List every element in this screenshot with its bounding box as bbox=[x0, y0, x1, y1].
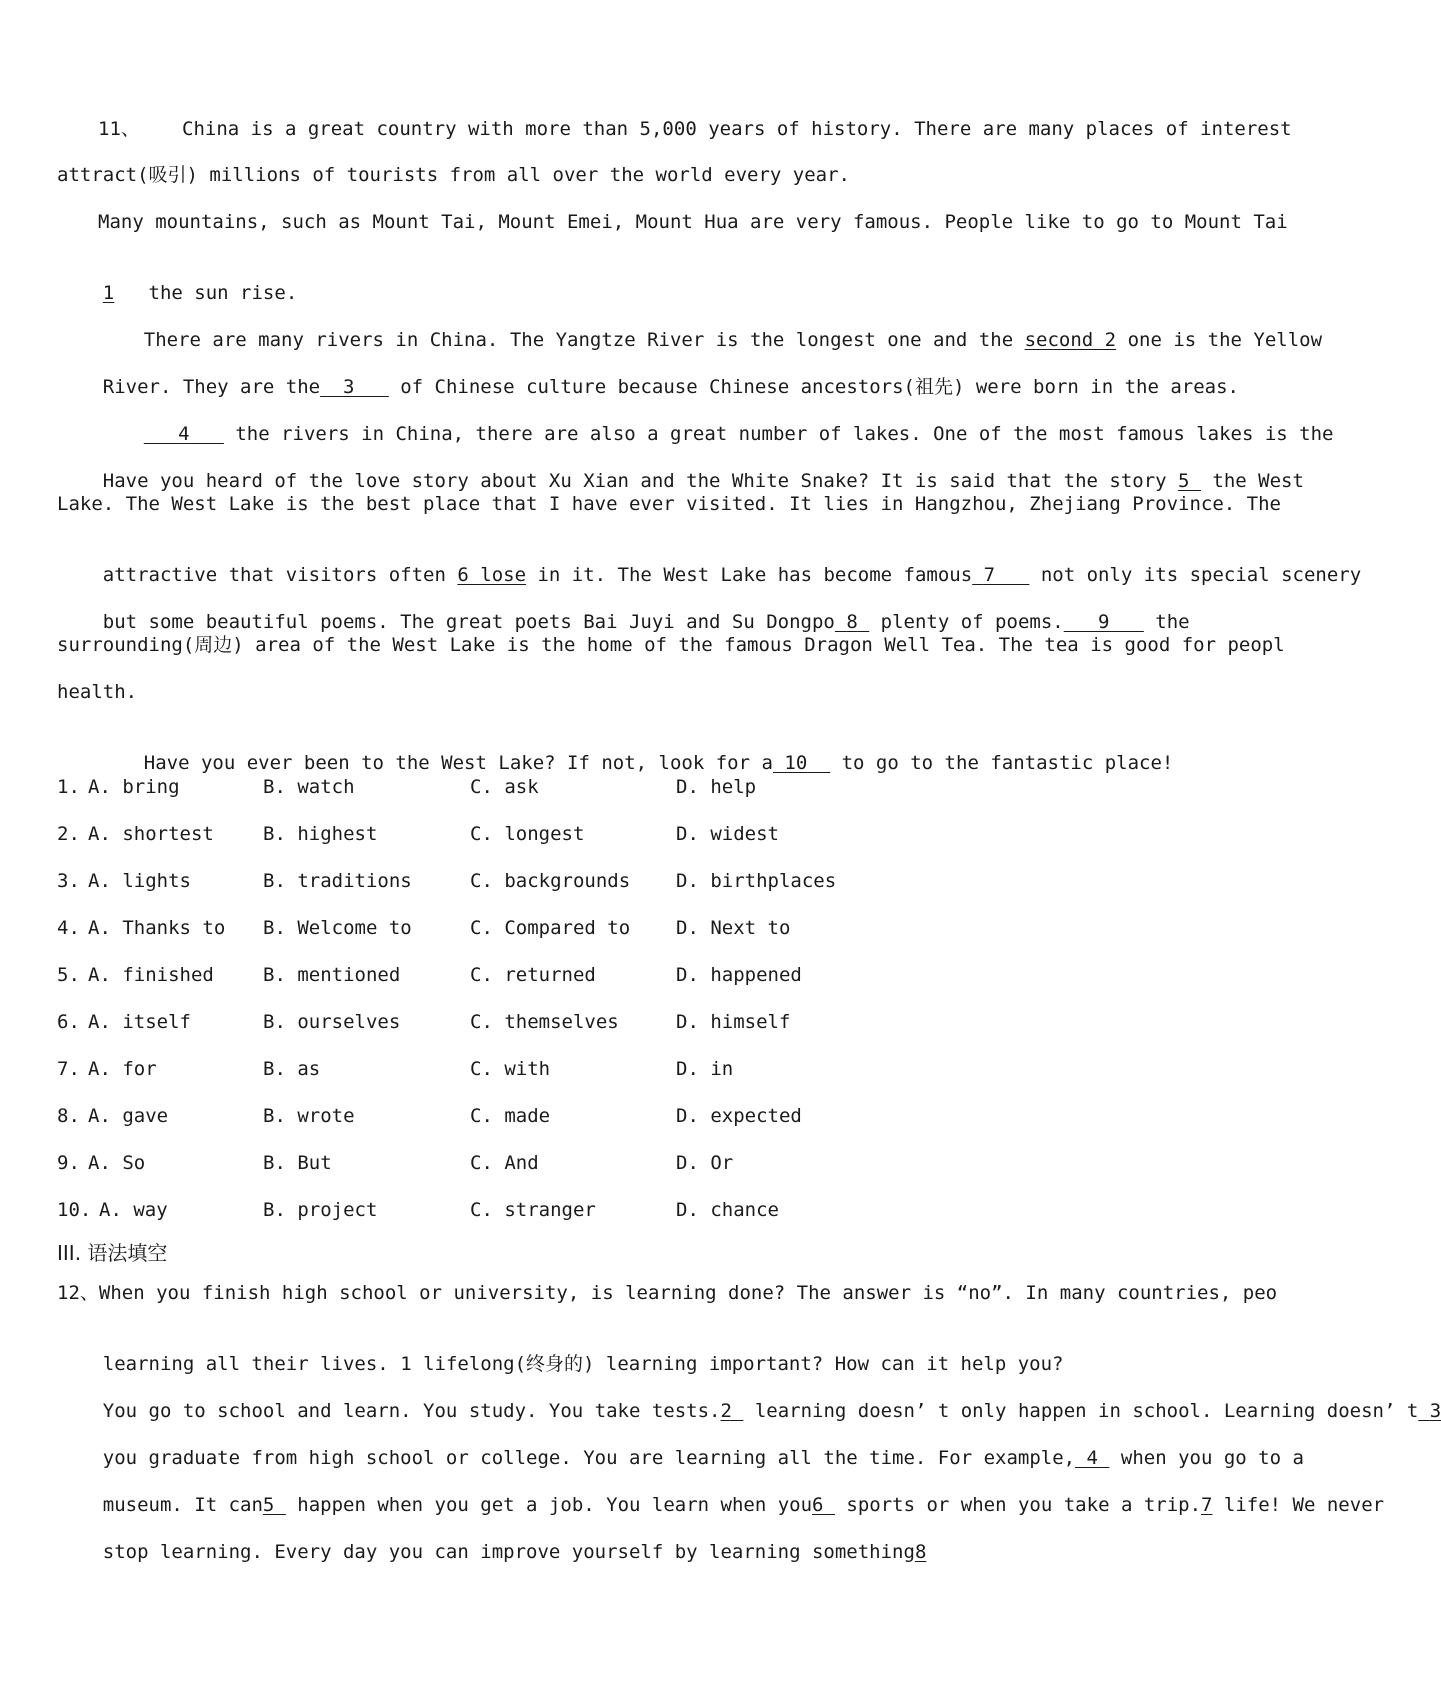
blank-7[interactable]: 7 bbox=[983, 564, 996, 586]
blank-c7[interactable]: 7 bbox=[1201, 1494, 1213, 1516]
blank-1[interactable]: 1 bbox=[102, 282, 115, 304]
passage-line bbox=[57, 1516, 926, 1588]
blank-9[interactable]: 9 bbox=[1098, 611, 1110, 633]
passage-text: the sun rise. bbox=[148, 282, 298, 304]
option-b[interactable]: B. But bbox=[263, 1152, 332, 1174]
section-heading: III. 语法填空 bbox=[57, 1241, 168, 1265]
blank-6[interactable]: 6 lose bbox=[457, 564, 527, 586]
passage-text: 1 lifelong(终身的) learning important? How can it help you? bbox=[400, 1353, 1064, 1375]
option-b[interactable]: B. Welcome to bbox=[263, 917, 412, 939]
question-number: 7. bbox=[57, 1058, 80, 1080]
option-a[interactable]: A. finished bbox=[88, 964, 214, 986]
passage-text: attractive that visitors often bbox=[102, 564, 446, 586]
passage-text: you graduate from high school or college. You are learning all the time. For example, bbox=[102, 1447, 1076, 1469]
option-a[interactable]: A. way bbox=[99, 1199, 168, 1221]
option-d[interactable]: D. Or bbox=[676, 1152, 734, 1174]
passage-text: plenty of poems. bbox=[880, 611, 1064, 633]
passage-line: surrounding(周边) area of the West Lake is the home of the famous Dragon Well Tea. The tea is good for peopl bbox=[57, 634, 1285, 656]
option-b[interactable]: B. traditions bbox=[263, 870, 412, 892]
passage-text: life! We never bbox=[1223, 1494, 1385, 1516]
passage-text: stop learning. Every day you can improve yourself by learning something bbox=[102, 1541, 915, 1563]
option-a[interactable]: A. itself bbox=[88, 1011, 191, 1033]
option-b[interactable]: B. as bbox=[263, 1058, 321, 1080]
passage-text: not only its special scenery bbox=[1040, 564, 1362, 586]
blank-2[interactable]: second 2 bbox=[1024, 329, 1117, 351]
passage-text: museum. It can bbox=[102, 1494, 263, 1516]
option-a[interactable]: A. shortest bbox=[88, 823, 214, 845]
passage-text: when you go to a bbox=[1120, 1447, 1304, 1469]
option-d[interactable]: D. Next to bbox=[676, 917, 791, 939]
blank-c2[interactable]: 2 bbox=[720, 1400, 732, 1422]
question-number: 3. bbox=[57, 870, 80, 892]
option-b[interactable]: B. mentioned bbox=[263, 964, 401, 986]
passage-line: health. bbox=[57, 681, 138, 703]
passage-text: learning all their lives. bbox=[102, 1353, 389, 1375]
blank-10[interactable]: 10 bbox=[784, 752, 808, 774]
passage-text: You go to school and learn. You study. You take tests. bbox=[102, 1400, 721, 1422]
question-number: 4. bbox=[57, 917, 80, 939]
passage-text: but some beautiful poems. The great poets Bai Juyi and Su Dongpo bbox=[102, 611, 835, 633]
passage-text: one is the Yellow bbox=[1127, 329, 1323, 351]
blank-3[interactable]: 3 bbox=[343, 376, 355, 398]
passage-line bbox=[98, 727, 1173, 799]
blank-c5[interactable]: 5 bbox=[262, 1494, 275, 1516]
passage-text: sports or when you take a trip. bbox=[846, 1494, 1202, 1516]
option-a[interactable]: A. Thanks to bbox=[88, 917, 226, 939]
option-c[interactable]: C. And bbox=[470, 1152, 539, 1174]
option-c[interactable]: C. made bbox=[470, 1105, 551, 1127]
option-a[interactable]: A. bring bbox=[88, 776, 180, 798]
question-number: 1. bbox=[57, 776, 80, 798]
passage-line: China is a great country with more than 5,000 years of history. There are many places of interest bbox=[182, 118, 1292, 140]
option-d[interactable]: D. expected bbox=[676, 1105, 802, 1127]
blank-8[interactable]: 8 bbox=[846, 611, 858, 633]
option-d[interactable]: D. widest bbox=[676, 823, 779, 845]
option-d[interactable]: D. happened bbox=[676, 964, 802, 986]
option-d[interactable]: D. help bbox=[676, 776, 757, 798]
passage-line: Lake. The West Lake is the best place that I have ever visited. It lies in Hangzhou, Zhejiang Province. The bbox=[57, 493, 1281, 515]
option-c[interactable]: C. ask bbox=[470, 776, 539, 798]
passage-text: River. They are the bbox=[102, 376, 321, 398]
passage-text: There are many rivers in China. The Yangtze River is the longest one and the bbox=[143, 329, 1014, 351]
blank-c4[interactable]: 4 bbox=[1086, 1447, 1098, 1469]
blank-c6[interactable]: 6 bbox=[812, 1494, 824, 1516]
passage-text: the bbox=[1155, 611, 1190, 633]
passage-text: of Chinese culture because Chinese ancestors(祖先) were born in the areas. bbox=[400, 376, 1239, 398]
option-d[interactable]: D. chance bbox=[676, 1199, 779, 1221]
option-c[interactable]: C. returned bbox=[470, 964, 596, 986]
question-number: 8. bbox=[57, 1105, 80, 1127]
option-b[interactable]: B. project bbox=[263, 1199, 378, 1221]
option-d[interactable]: D. himself bbox=[676, 1011, 791, 1033]
option-c[interactable]: C. stranger bbox=[470, 1199, 596, 1221]
option-c[interactable]: C. Compared to bbox=[470, 917, 631, 939]
passage-line: 12、When you finish high school or university, is learning done? The answer is “no”. In many countries, peo bbox=[57, 1282, 1278, 1304]
option-c[interactable]: C. backgrounds bbox=[470, 870, 631, 892]
passage-text: the rivers in China, there are also a great number of lakes. One of the most famous lakes is the bbox=[235, 423, 1334, 445]
question-number: 10. bbox=[57, 1199, 92, 1221]
question-number: 2. bbox=[57, 823, 80, 845]
passage-text: to go to the fantastic place! bbox=[841, 752, 1174, 774]
option-a[interactable]: A. So bbox=[88, 1152, 146, 1174]
option-d[interactable]: D. in bbox=[676, 1058, 734, 1080]
option-b[interactable]: B. ourselves bbox=[263, 1011, 401, 1033]
question-number: 6. bbox=[57, 1011, 80, 1033]
blank-4[interactable]: 4 bbox=[178, 423, 190, 445]
blank-c3[interactable]: 3 bbox=[1429, 1400, 1441, 1422]
option-a[interactable]: A. gave bbox=[88, 1105, 169, 1127]
option-c[interactable]: C. with bbox=[470, 1058, 551, 1080]
option-b[interactable]: B. highest bbox=[263, 823, 378, 845]
question-number: 9. bbox=[57, 1152, 80, 1174]
option-c[interactable]: C. themselves bbox=[470, 1011, 619, 1033]
passage-text: learning doesn’ t only happen in school. Learning doesn’ t bbox=[754, 1400, 1419, 1422]
option-d[interactable]: D. birthplaces bbox=[676, 870, 837, 892]
option-b[interactable]: B. watch bbox=[263, 776, 355, 798]
option-b[interactable]: B. wrote bbox=[263, 1105, 355, 1127]
option-a[interactable]: A. lights bbox=[88, 870, 191, 892]
passage-line: Many mountains, such as Mount Tai, Mount Emei, Mount Hua are very famous. People like to go to Mount Tai bbox=[98, 211, 1288, 233]
question-number-11: 11、 bbox=[98, 118, 140, 140]
passage-text: Have you heard of the love story about Xu Xian and the White Snake? It is said that the story bbox=[102, 470, 1167, 492]
question-number: 5. bbox=[57, 964, 80, 986]
blank-5[interactable]: 5 bbox=[1178, 470, 1190, 492]
passage-text: in it. The West Lake has become famous bbox=[537, 564, 973, 586]
passage-text: happen when you get a job. You learn when you bbox=[297, 1494, 813, 1516]
passage-text: the West bbox=[1212, 470, 1304, 492]
blank-c8[interactable]: 8 bbox=[914, 1541, 927, 1563]
passage-line: attract(吸引) millions of tourists from all over the world every year. bbox=[57, 164, 850, 186]
passage-text: Have you ever been to the West Lake? If not, look for a bbox=[143, 752, 773, 774]
option-c[interactable]: C. longest bbox=[470, 823, 585, 845]
option-a[interactable]: A. for bbox=[88, 1058, 157, 1080]
